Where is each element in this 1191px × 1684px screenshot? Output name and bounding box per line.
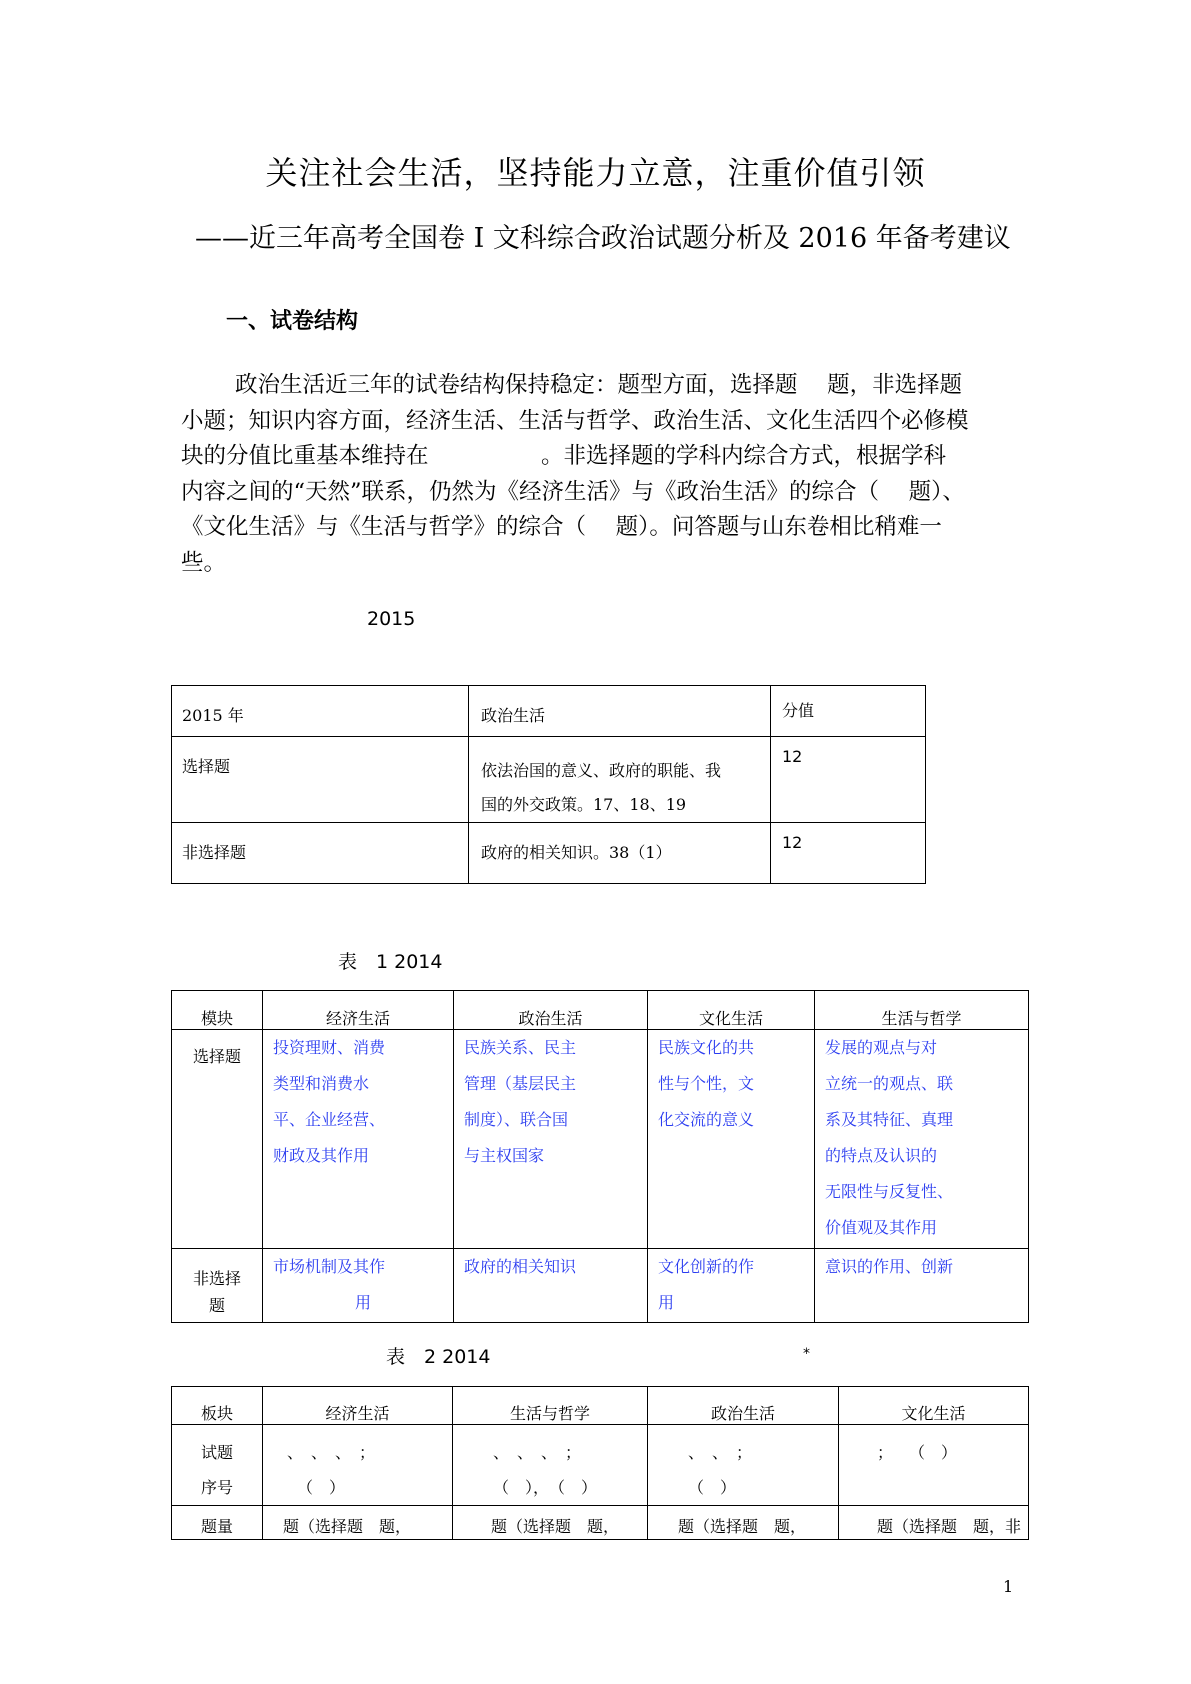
cell-line: 管理（基层民主 (464, 1074, 577, 1093)
table-header-cell: 板块 (172, 1387, 263, 1425)
table-header-cell: 生活与哲学 (453, 1387, 648, 1425)
table-cell (172, 1425, 263, 1506)
paragraph-line: 政治生活近三年的试卷结构保持稳定：题型方面，选择题 题，非选择题 (235, 372, 963, 398)
cell-line: 、 、 ； (688, 1443, 753, 1462)
cell-line: 化交流的意义 (658, 1110, 755, 1129)
table-header-cell: 政治生活 (648, 1387, 839, 1425)
cell-line: （ ） (688, 1478, 737, 1497)
page-subtitle: ——近三年高考全国卷 I 文科综合政治试题分析及 2016 年备考建议 (195, 223, 1011, 254)
cell-line: 民族关系、民主 (464, 1038, 577, 1057)
cell-line: 题 (208, 1296, 225, 1315)
page-title: 关注社会生活，坚持能力立意，注重价值引领 (265, 154, 926, 192)
table-header-cell: 经济生活 (263, 1387, 453, 1425)
paragraph-line: 些。 (181, 549, 227, 576)
paragraph-line: 块的分值比重基本维持在 。非选择题的学科内综合方式，根据学科 (181, 443, 947, 469)
cell-line: 非选择 (192, 1269, 241, 1288)
asterisk-mark: * (803, 1346, 810, 1362)
table-cell: 题（选择题 题， (453, 1506, 648, 1540)
table-cell: 选择题 (172, 1030, 263, 1249)
table-cell (815, 1030, 1029, 1249)
intro-paragraph (181, 368, 1017, 581)
cell-line: （ ）， （ ） (493, 1478, 598, 1497)
table-header-cell: 文化生活 (648, 991, 815, 1030)
cell-line: 的特点及认识的 (825, 1146, 938, 1165)
cell-line: 立统一的观点、联 (825, 1074, 954, 1093)
table-cell (263, 1425, 453, 1506)
table-2014-questions (171, 1386, 1029, 1540)
table-cell: 12 (771, 823, 926, 884)
table-cell: 非选择题 (172, 823, 469, 884)
table-header-cell: 2015 年 (172, 686, 469, 737)
table-cell: 题（选择题 题， (648, 1506, 839, 1540)
cell-line: ； （ ） (877, 1443, 958, 1462)
table-cell: 政府的相关知识 (454, 1249, 648, 1323)
table-header-cell: 政治生活 (454, 991, 648, 1030)
table-caption-1: 表 1 2014 (338, 951, 443, 973)
table-cell (263, 1030, 454, 1249)
table-cell: 意识的作用、创新 (815, 1249, 1029, 1323)
table-caption-2: 表 2 2014 (386, 1346, 491, 1368)
cell-line: 试题 (200, 1443, 233, 1462)
cell-line: 、 、 、 ； (287, 1443, 376, 1462)
cell-line: 序号 (200, 1478, 233, 1497)
table-cell: 12 (771, 737, 926, 823)
cell-line: 、 、 、 ； (493, 1443, 582, 1462)
table-cell (453, 1425, 648, 1506)
cell-line: 国的外交政策。17、18、19 (481, 795, 687, 814)
paragraph-line: 小题；知识内容方面，经济生活、生活与哲学、政治生活、文化生活四个必修模 (181, 407, 969, 434)
table-cell (648, 1030, 815, 1249)
table-header-cell: 文化生活 (839, 1387, 1029, 1425)
cell-line: 无限性与反复性、 (825, 1182, 954, 1201)
table-2014-modules (171, 990, 1029, 1323)
table-caption-2015: 2015 (367, 608, 416, 630)
cell-line: 系及其特征、真理 (825, 1110, 954, 1129)
cell-line: 民族文化的共 (658, 1038, 755, 1057)
cell-line: 用 (658, 1293, 675, 1312)
table-header-cell: 生活与哲学 (815, 991, 1029, 1030)
cell-line: 与主权国家 (464, 1146, 545, 1165)
paragraph-line: 《文化生活》与《生活与哲学》的综合（ 题）。问答题与山东卷相比稍难一 (181, 514, 942, 540)
cell-line: 文化创新的作 (658, 1257, 755, 1276)
table-cell (839, 1425, 1029, 1506)
table-cell (648, 1249, 815, 1323)
table-cell (172, 1249, 263, 1323)
table-cell: 选择题 (172, 737, 469, 823)
table-cell: 政府的相关知识。38（1） (469, 823, 771, 884)
table-header-cell: 模块 (172, 991, 263, 1030)
table-cell (648, 1425, 839, 1506)
section-heading: 一、试卷结构 (226, 309, 359, 334)
cell-line: 用 (354, 1293, 371, 1312)
cell-line: 依法治国的意义、政府的职能、我 (481, 761, 722, 780)
page-number: 1 (1003, 1577, 1014, 1596)
table-cell (454, 1030, 648, 1249)
table-cell (263, 1249, 454, 1323)
cell-line: 市场机制及其作 (273, 1257, 386, 1276)
cell-line: 财政及其作用 (273, 1146, 370, 1165)
cell-line: 性与个性，文 (658, 1074, 755, 1093)
table-cell: 题（选择题 题，非 (839, 1506, 1029, 1540)
cell-line: 制度）、联合国 (464, 1110, 569, 1129)
paragraph-line: 内容之间的“天然”联系，仍然为《经济生活》与《政治生活》的综合（ 题）、 (181, 478, 965, 505)
table-cell: 题（选择题 题， (263, 1506, 453, 1540)
table-header-cell: 政治生活 (469, 686, 771, 737)
cell-line: 发展的观点与对 (825, 1038, 938, 1057)
cell-line: 投资理财、消费 (273, 1038, 386, 1057)
cell-line: 价值观及其作用 (825, 1218, 938, 1237)
table-2015 (171, 685, 926, 884)
table-cell (469, 737, 771, 823)
cell-line: 类型和消费水 (273, 1074, 370, 1093)
cell-line: 平、企业经营、 (273, 1110, 386, 1129)
table-header-cell: 经济生活 (263, 991, 454, 1030)
table-header-cell: 分值 (771, 686, 926, 737)
table-cell: 题量 (172, 1506, 263, 1540)
cell-line: （ ） (297, 1478, 346, 1497)
